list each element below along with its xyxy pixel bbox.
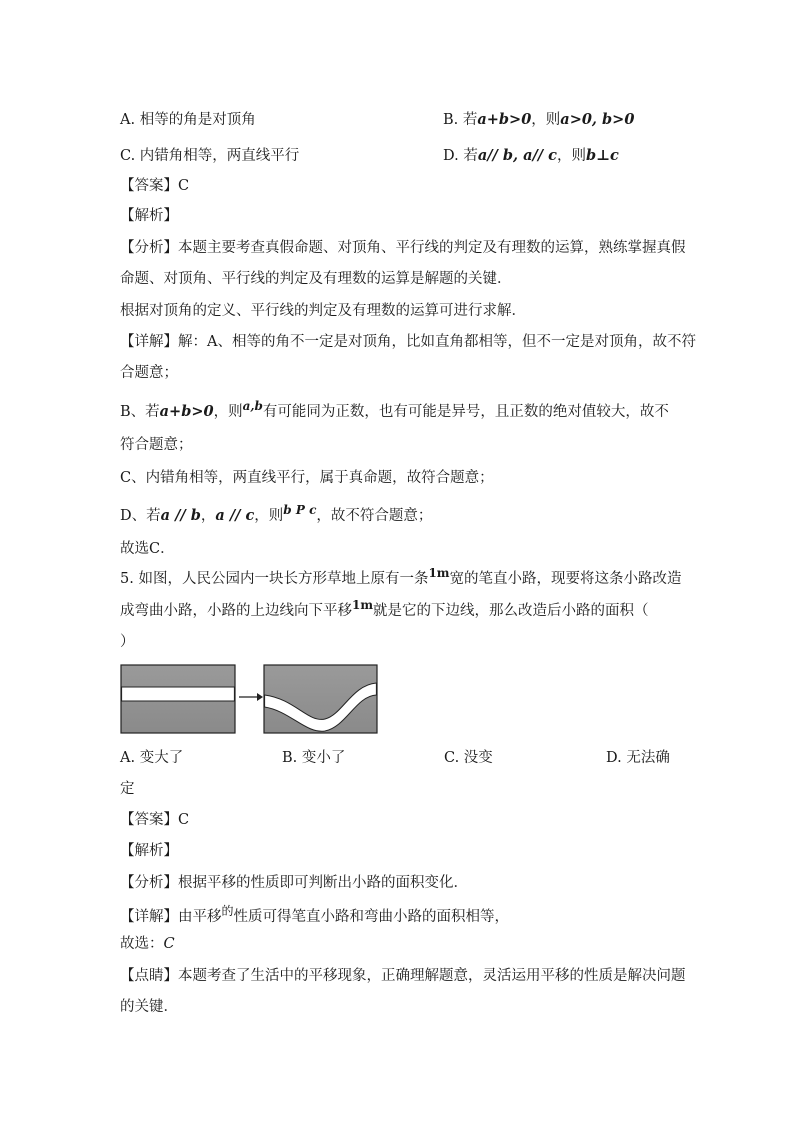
q5-figure — [120, 663, 380, 735]
q5-stem-line1 — [120, 566, 682, 589]
q5-stem-line3: ） — [120, 634, 135, 650]
q5-stem1-prefix: 5. 如图，人民公园内一块长方形草地上原有一条 — [120, 571, 429, 587]
q4-detail-d — [120, 503, 433, 526]
q4-detail-d-prefix: D、若 — [120, 508, 161, 524]
q4-option-b-math2: a>0, b>0 — [560, 111, 635, 128]
q4-analysis-heading: 【解析】 — [120, 208, 178, 224]
q4-answer: 【答案】C — [120, 178, 190, 194]
q5-option-a: A. 变大了 — [120, 750, 184, 766]
q5-figure-straight-path — [122, 687, 235, 701]
q4-option-b-mid: ，则 — [531, 112, 561, 128]
q4-detail-d-math3: b P c — [283, 503, 317, 517]
q5-detail — [120, 904, 510, 927]
q4-detail-b-math2: a,b — [242, 399, 263, 413]
q4-option-d-mid: ，则 — [556, 148, 586, 164]
q4-detail-b — [120, 399, 669, 422]
q4-detail-c: C、内错角相等，两直线平行，属于真命题，故符合题意； — [120, 470, 494, 486]
q4-option-b — [443, 110, 634, 130]
q5-choose-prefix: 故选： — [120, 936, 164, 952]
q4-detail-d-mid: ，则 — [254, 508, 284, 524]
q5-answer: 【答案】C — [120, 812, 190, 828]
q4-option-b-math1: a+b>0 — [477, 111, 532, 128]
q5-stem2-unit: 1m — [352, 598, 374, 612]
q5-option-d-cont: 定 — [120, 781, 135, 797]
q4-detail-line2: 合题意； — [120, 365, 178, 381]
q5-stem-line2 — [120, 598, 649, 621]
q4-fenxi-line2: 命题、对顶角、平行线的判定及有理数的运算是解题的关键． — [120, 271, 512, 287]
q4-detail-d-math2: a // c — [215, 507, 255, 524]
q5-stem1-post: 宽的笔直小路，现要将这条小路改造 — [449, 571, 682, 587]
q4-detail-line1: 【详解】解：A、相等的角不一定是对顶角，比如直角都相等，但不一定是对顶角，故不符 — [120, 334, 696, 350]
q5-choose — [120, 934, 175, 954]
q4-option-b-prefix: B. 若 — [443, 112, 478, 128]
q5-option-d: D. 无法确 — [606, 750, 670, 766]
q4-option-a: A. 相等的角是对顶角 — [120, 112, 256, 128]
q4-choose: 故选C． — [120, 541, 175, 557]
q4-option-d-math1: a// b, a// c — [477, 147, 557, 164]
q5-choose-math: C — [163, 936, 175, 952]
q5-detail-post: 性质可得笔直小路和弯曲小路的面积相等， — [233, 909, 510, 925]
q4-option-d-prefix: D. 若 — [443, 148, 478, 164]
q5-detail-sup: 的 — [221, 904, 234, 918]
q4-detail-b-math1: a+b>0 — [159, 403, 214, 420]
q5-dianjing-line2: 的关键． — [120, 999, 178, 1015]
q4-option-c: C. 内错角相等，两直线平行 — [120, 148, 300, 164]
q5-dianjing-line1: 【点睛】本题考查了生活中的平移现象，正确理解题意，灵活运用平移的性质是解决问题 — [120, 968, 686, 984]
q5-figure-arrow-head — [257, 693, 263, 701]
q5-analysis-heading: 【解析】 — [120, 843, 178, 859]
q5-option-c: C. 没变 — [444, 750, 493, 766]
q4-fenxi-line1: 【分析】本题主要考查真假命题、对顶角、平行线的判定及有理数的运算，熟练掌握真假 — [120, 240, 686, 256]
q4-detail-b-prefix: B、若 — [120, 404, 160, 420]
q4-detail-b-post: 有可能同为正数，也有可能是异号，且正数的绝对值较大，故不 — [262, 404, 669, 420]
q4-fenxi-line3: 根据对顶角的定义、平行线的判定及有理数的运算可进行求解． — [120, 303, 526, 319]
q5-stem2-prefix: 成弯曲小路，小路的上边线向下平移 — [120, 603, 352, 619]
q4-option-d-math2: b⊥c — [585, 147, 619, 164]
q4-option-d — [443, 146, 619, 166]
q5-option-b: B. 变小了 — [282, 750, 346, 766]
q4-detail-b-mid: ，则 — [213, 404, 243, 420]
q5-stem2-post: 就是它的下边线，那么改造后小路的面积（ — [373, 603, 649, 619]
q4-detail-d-post: ，故不符合题意； — [316, 508, 433, 524]
q5-fenxi: 【分析】根据平移的性质即可判断出小路的面积变化． — [120, 875, 468, 891]
q4-detail-d-sep: ， — [200, 508, 216, 524]
q5-detail-prefix: 【详解】由平移 — [120, 909, 222, 925]
q5-stem1-unit: 1m — [428, 566, 450, 580]
q4-detail-d-math1: a // b — [160, 507, 201, 524]
q4-detail-b-line2: 符合题意； — [120, 437, 193, 453]
